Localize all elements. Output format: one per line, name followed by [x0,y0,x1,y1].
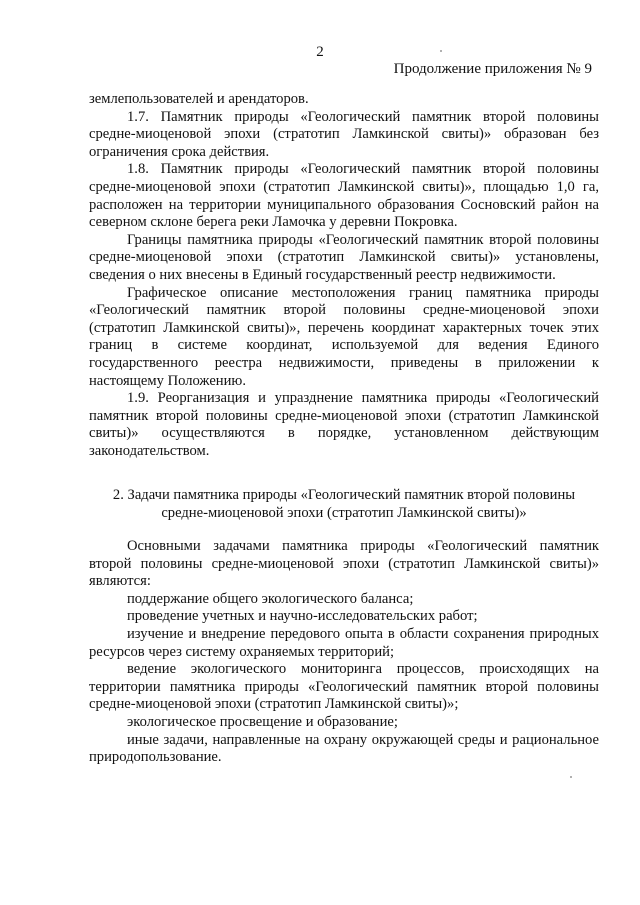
paragraph-boundaries: Границы памятника природы «Геологический памятник второй половины средне-миоценовой эпохи (стратотип Ламкинской свиты)» установлены, сведения о них внесены в Единый государственный реестр недвижимости. [89,231,599,283]
section-2-body [89,538,599,767]
section-2-heading-line-1: 2. Задачи памятника природы «Геологический памятник второй половины [112,487,576,503]
task-item: изучение и внедрение передового опыта в области сохранения природных ресурсов через систему охраняемых территорий; [89,625,599,660]
scan-speck [570,776,572,778]
paragraph-1-7: 1.7. Памятник природы «Геологический памятник второй половины средне-миоценовой эпохи (стратотип Ламкинской свиты)» образован без ограничения срока действия. [89,108,599,160]
page-number: 2 [316,44,324,60]
paragraph-graphic-description: Графическое описание местоположения границ памятника природы «Геологический памятник второй половины средне-миоценовой эпохи (стратотип Ламкинской свиты)», перечень координат характерных точек этих границ в системе координат, используемой для ведения Единого государственного реестра недвижимости, приведены в приложении к настоящему Положению. [89,284,599,389]
paragraph-1-9: 1.9. Реорганизация и упразднение памятника природы «Геологический памятник второй половины средне-миоценовой эпохи (стратотип Ламкинской свиты)» осуществляются в порядке, установленном действующим законодательством. [89,390,599,459]
task-item: проведение учетных и научно-исследовательских работ; [127,608,478,625]
task-item: иные задачи, направленные на охрану окружающей среды и рациональное природопользование. [89,731,599,766]
body-text [89,91,599,460]
section-2-heading [89,486,599,522]
scan-speck [440,50,442,52]
section-2-heading-line-2: средне-миоценовой эпохи (стратотип Ламкинской свиты)» [161,505,527,521]
task-item: экологическое просвещение и образование; [127,713,398,730]
task-item: ведение экологического мониторинга процессов, происходящих на территории памятника природы «Геологический памятник второй половины средне-миоценовой эпохи (стратотип Ламкинской свиты)»; [89,661,599,713]
paragraph-1-8: 1.8. Памятник природы «Геологический памятник второй половины средне-миоценовой эпохи (стратотип Ламкинской свиты)», площадью 1,0 га, расположен на территории муниципального образования Сосновский район на северном склоне берега реки Ламочка у деревни Покровка. [89,161,599,231]
appendix-label: Продолжение приложения № 9 [393,61,592,77]
section-2-intro: Основными задачами памятника природы «Геологический памятник второй половины средне-миоценовой эпохи (стратотип Ламкинской свиты)» являются: [89,538,599,590]
paragraph-continuation: землепользователей и арендаторов. [89,91,309,107]
task-item: поддержание общего экологического баланса; [127,590,414,607]
